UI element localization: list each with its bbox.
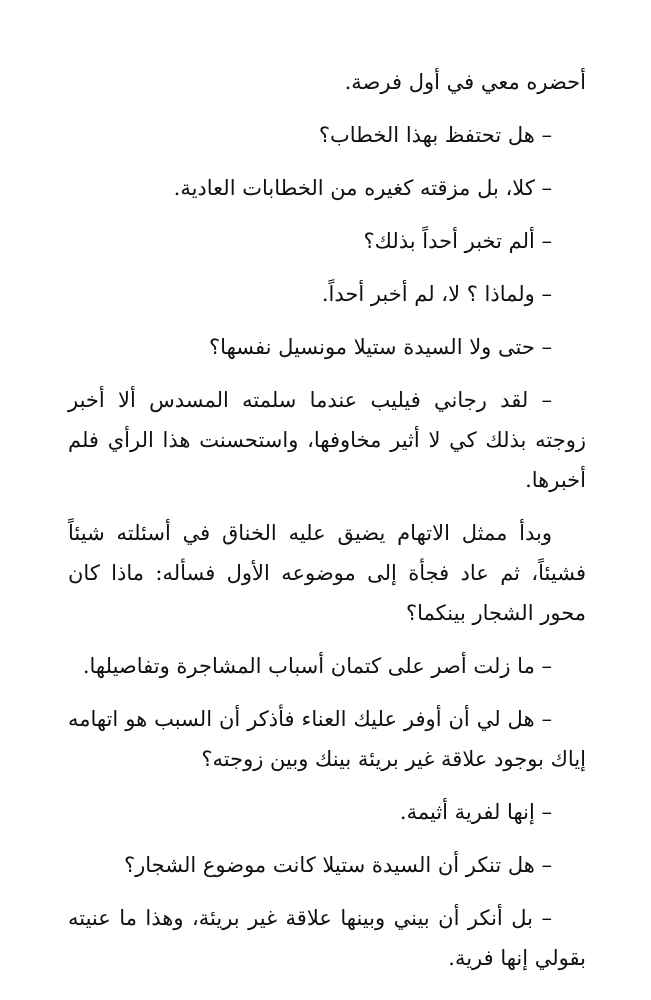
dialogue-line: – لقد رجاني فيليب عندما سلمته المسدس ألا أخبر زوجته بذلك كي لا أثير مخاوفها، واستحسنت هذا الرأي فلم أخبرها. [68, 388, 586, 492]
paragraph: أحضره معي في أول فرصة. [344, 70, 586, 94]
dialogue-line: – هل لي أن أوفر عليك العناء فأذكر أن السبب هو اتهامه إياك بوجود علاقة غير بريئة بينك وبين زوجته؟ [68, 707, 586, 771]
book-page [68, 62, 586, 991]
dialogue-line: – كلا، بل مزقته كغيره من الخطابات العادية. [173, 176, 552, 200]
narration-paragraph: وبدأ ممثل الاتهام يضيق عليه الخناق في أسئلته شيئاً فشيئاً، ثم عاد فجأة إلى موضوعه الأول فسأله: ماذا كان محور الشجار بينكما؟ [68, 521, 586, 625]
dialogue-line: – بل أنكر أن بيني وبينها علاقة غير بريئة، وهذا ما عنيته بقولي إنها فرية. [68, 906, 586, 970]
dialogue-line: – هل تحتفظ بهذا الخطاب؟ [318, 123, 552, 147]
dialogue-line: – هل تنكر أن السيدة ستيلا كانت موضوع الشجار؟ [123, 853, 552, 877]
dialogue-line: – ما زلت أصر على كتمان أسباب المشاجرة وتفاصيلها. [82, 654, 552, 678]
dialogue-line: – إنها لفرية أثيمة. [399, 800, 552, 824]
dialogue-line: – حتى ولا السيدة ستيلا مونسيل نفسها؟ [209, 335, 552, 359]
dialogue-line: – ألم تخبر أحداً بذلك؟ [363, 229, 552, 253]
dialogue-line: – ولماذا ؟ لا، لم أخبر أحداً. [321, 282, 552, 306]
